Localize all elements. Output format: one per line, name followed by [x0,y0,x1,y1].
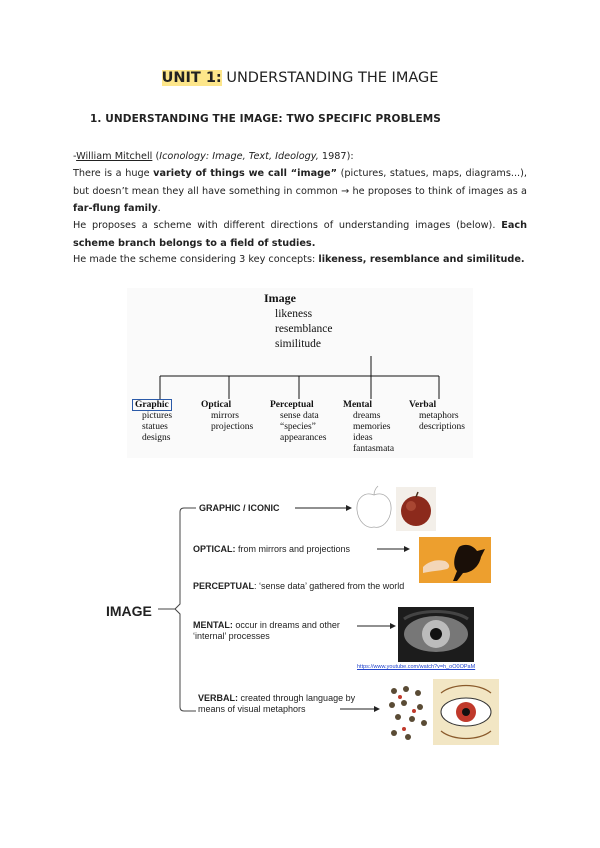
verbal-label: VERBAL: created through language by means of visual metaphors [198,693,356,714]
category-mental: Mental dreams memories ideas fantasmata [343,400,395,454]
category-graphic: Graphic pictures statues designs [132,400,172,444]
intro-paragraph: There is a huge variety of things we call “image” (pictures, statues, maps, diagrams...), but doesn’t mean they all have something in common → he proposes to think of images as a far-flung family. [73,168,527,214]
optical-label: OPTICAL: from mirrors and projections [193,544,351,554]
scheme-paragraph: He proposes a scheme with different directions of understanding images (below). Each scheme branch belongs to a field of studies. [73,220,527,249]
verbal-eye-icon [433,679,499,745]
author-name: William Mitchell [76,151,153,162]
unit-label: UNIT 1: [161,70,222,86]
youtube-link[interactable]: https://www.youtube.com/watch?v=h_oO0OPaM [357,664,476,670]
eye-dream-icon [398,607,474,662]
category-perceptual: Perceptual sense data “species” appearances [270,400,327,443]
shadow-puppet-icon [419,537,491,583]
concept-resemblance: resemblance [275,323,333,335]
title-text: UNDERSTANDING THE IMAGE [221,70,439,86]
perceptual-label: PERCEPTUAL: ‘sense data’ gathered from the world [193,581,405,591]
section-heading: 1. UNDERSTANDING THE IMAGE: TWO SPECIFIC PROBLEMS [90,113,441,125]
category-optical: Optical mirrors projections [201,400,254,432]
concept-likeness: likeness [275,308,313,320]
apple-photo-icon [396,487,436,531]
book-title: Iconology: Image, Text, Ideology, [159,151,319,162]
graphic-iconic-label: GRAPHIC / ICONIC [199,503,280,513]
category-verbal: Verbal metaphors descriptions [409,400,465,432]
apple-sketch-icon [354,485,394,531]
concept-similitude: similitude [275,338,321,350]
author-line: -William Mitchell (Iconology: Image, Text, Ideology, 1987): [73,151,354,162]
mental-label: MENTAL: occur in dreams and other ‘internal’ processes [193,620,340,641]
concepts-paragraph: He made the scheme considering 3 key concepts: likeness, resemblance and similitude. [73,254,525,265]
tree-figures-icon [384,683,432,745]
scheme-title: Image [264,291,296,305]
image-root-label: IMAGE [106,603,152,619]
